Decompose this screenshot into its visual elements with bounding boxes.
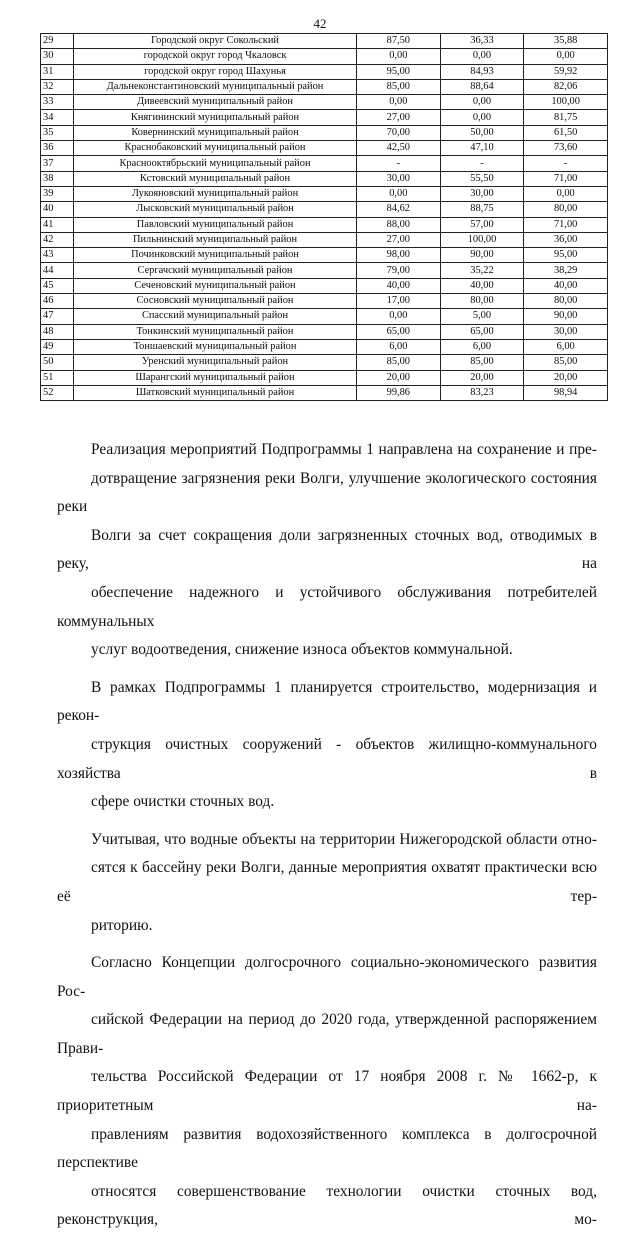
paragraph-line: сятся к бассейну реки Волги, данные мероприятия охватят практически всю её тер- — [57, 859, 597, 905]
row-number-cell: 52 — [41, 385, 74, 400]
value-3-cell: 30,00 — [524, 324, 608, 339]
value-3-cell: 38,29 — [524, 263, 608, 278]
table-row — [41, 370, 608, 385]
value-1-cell: 0,00 — [357, 49, 441, 64]
municipality-name-cell: Уренский муниципальный район — [74, 355, 357, 370]
row-number-cell: 44 — [41, 263, 74, 278]
table-row — [41, 186, 608, 201]
body-text — [57, 436, 597, 1244]
value-3-cell: 36,00 — [524, 232, 608, 247]
value-1-cell: 84,62 — [357, 202, 441, 217]
table-row — [41, 79, 608, 94]
value-2-cell: 80,00 — [440, 294, 524, 309]
value-3-cell: - — [524, 156, 608, 171]
value-2-cell: 55,50 — [440, 171, 524, 186]
value-3-cell: 71,00 — [524, 171, 608, 186]
row-number-cell: 41 — [41, 217, 74, 232]
paragraph-line: сийской Федерации на период до 2020 года, утвержденной распоряжением Прави- — [57, 1011, 597, 1057]
paragraph-line: Согласно Концепции долгосрочного социально-экономического развития Рос- — [57, 954, 597, 1000]
table-row — [41, 294, 608, 309]
municipality-name-cell: Шатковский муниципальный район — [74, 385, 357, 400]
paragraph-line: струкция очистных сооружений - объектов жилищно-коммунального хозяйства в — [57, 735, 597, 782]
row-number-cell: 38 — [41, 171, 74, 186]
table-row — [41, 95, 608, 110]
table-row — [41, 34, 608, 49]
municipality-name-cell: Краснооктябрьский муниципальный район — [74, 156, 357, 171]
value-3-cell: 80,00 — [524, 294, 608, 309]
value-3-cell: 0,00 — [524, 186, 608, 201]
row-number-cell: 37 — [41, 156, 74, 171]
table-row — [41, 324, 608, 339]
row-number-cell: 36 — [41, 141, 74, 156]
value-2-cell: 36,33 — [440, 34, 524, 49]
municipality-name-cell: Сосновский муниципальный район — [74, 294, 357, 309]
value-3-cell: 85,00 — [524, 355, 608, 370]
paragraph-line: обеспечение надежного и устойчивого обслуживания потребителей коммунальных — [57, 583, 597, 630]
municipality-name-cell: Лукояновский муниципальный район — [74, 186, 357, 201]
value-1-cell: 42,50 — [357, 141, 441, 156]
row-number-cell: 33 — [41, 95, 74, 110]
value-1-cell: 40,00 — [357, 278, 441, 293]
value-3-cell: 61,50 — [524, 125, 608, 140]
table-row — [41, 339, 608, 354]
value-3-cell: 100,00 — [524, 95, 608, 110]
table-row — [41, 355, 608, 370]
value-3-cell: 20,00 — [524, 370, 608, 385]
municipality-name-cell: Городской округ Сокольский — [74, 34, 357, 49]
municipality-name-cell: Пильнинский муниципальный район — [74, 232, 357, 247]
value-3-cell: 35,88 — [524, 34, 608, 49]
paragraph-line: сфере очистки сточных вод. — [91, 793, 275, 811]
municipality-name-cell: Спасский муниципальный район — [74, 309, 357, 324]
row-number-cell: 49 — [41, 339, 74, 354]
paragraph — [57, 949, 597, 1235]
value-1-cell: 85,00 — [357, 355, 441, 370]
table-row — [41, 248, 608, 263]
row-number-cell: 31 — [41, 64, 74, 79]
value-2-cell: 47,10 — [440, 141, 524, 156]
value-1-cell: 17,00 — [357, 294, 441, 309]
table-row — [41, 232, 608, 247]
municipality-name-cell: Павловский муниципальный район — [74, 217, 357, 232]
value-3-cell: 40,00 — [524, 278, 608, 293]
value-2-cell: 88,64 — [440, 79, 524, 94]
value-2-cell: 40,00 — [440, 278, 524, 293]
value-2-cell: 85,00 — [440, 355, 524, 370]
municipality-name-cell: Лысковский муниципальный район — [74, 202, 357, 217]
table-row — [41, 64, 608, 79]
paragraph-line: Реализация мероприятий Подпрограммы 1 направлена на сохранение и пре- — [91, 441, 597, 458]
table-row — [41, 263, 608, 278]
value-3-cell: 81,75 — [524, 110, 608, 125]
value-1-cell: 70,00 — [357, 125, 441, 140]
municipality-name-cell: Дальнеконстантиновский муниципальный район — [74, 79, 357, 94]
municipality-name-cell: Починковский муниципальный район — [74, 248, 357, 263]
value-1-cell: - — [357, 156, 441, 171]
value-3-cell: 90,00 — [524, 309, 608, 324]
row-number-cell: 46 — [41, 294, 74, 309]
municipality-name-cell: Кстовский муниципальный район — [74, 171, 357, 186]
row-number-cell: 30 — [41, 49, 74, 64]
paragraph-line: Учитывая, что водные объекты на территории Нижегородской области отно- — [91, 830, 597, 848]
row-number-cell: 42 — [41, 232, 74, 247]
value-1-cell: 65,00 — [357, 324, 441, 339]
value-2-cell: 20,00 — [440, 370, 524, 385]
value-1-cell: 85,00 — [357, 79, 441, 94]
municipality-name-cell: Краснобаковский муниципальный район — [74, 141, 357, 156]
value-1-cell: 30,00 — [357, 171, 441, 186]
value-2-cell: 50,00 — [440, 125, 524, 140]
value-1-cell: 20,00 — [357, 370, 441, 385]
paragraph-line: услуг водоотведения, снижение износа объектов коммунальной. — [91, 641, 513, 659]
paragraph-line: относятся совершенствование технологии очистки сточных вод, реконструкция, мо- — [57, 1182, 597, 1229]
value-2-cell: 90,00 — [440, 248, 524, 263]
value-1-cell: 79,00 — [357, 263, 441, 278]
value-3-cell: 80,00 — [524, 202, 608, 217]
paragraph — [57, 436, 597, 665]
municipality-name-cell: Шарангский муниципальный район — [74, 370, 357, 385]
row-number-cell: 48 — [41, 324, 74, 339]
value-1-cell: 6,00 — [357, 339, 441, 354]
value-3-cell: 82,06 — [524, 79, 608, 94]
value-2-cell: 0,00 — [440, 95, 524, 110]
value-3-cell: 73,60 — [524, 141, 608, 156]
table-row — [41, 278, 608, 293]
value-1-cell: 0,00 — [357, 186, 441, 201]
value-3-cell: 59,92 — [524, 64, 608, 79]
table-row — [41, 125, 608, 140]
municipality-name-cell: Сеченовский муниципальный район — [74, 278, 357, 293]
row-number-cell: 45 — [41, 278, 74, 293]
paragraph — [57, 674, 597, 817]
table-row — [41, 385, 608, 400]
value-3-cell: 0,00 — [524, 49, 608, 64]
paragraph-line: правлениям развития водохозяйственного комплекса в долгосрочной перспективе — [57, 1125, 597, 1172]
municipality-name-cell: Тонкинский муниципальный район — [74, 324, 357, 339]
municipality-name-cell: Ковернинский муниципальный район — [74, 125, 357, 140]
paragraph-line: тельства Российской Федерации от 17 ноября 2008 г. № 1662-р, к приоритетным на- — [57, 1068, 597, 1115]
table-row — [41, 171, 608, 186]
value-2-cell: 100,00 — [440, 232, 524, 247]
value-2-cell: 88,75 — [440, 202, 524, 217]
row-number-cell: 40 — [41, 202, 74, 217]
municipality-name-cell: Княгининский муниципальный район — [74, 110, 357, 125]
table-body — [41, 34, 608, 401]
value-3-cell: 98,94 — [524, 385, 608, 400]
row-number-cell: 43 — [41, 248, 74, 263]
value-1-cell: 0,00 — [357, 95, 441, 110]
value-3-cell: 6,00 — [524, 339, 608, 354]
paragraph — [57, 826, 597, 940]
table-row — [41, 49, 608, 64]
table-row — [41, 309, 608, 324]
value-2-cell: 35,22 — [440, 263, 524, 278]
value-2-cell: 0,00 — [440, 49, 524, 64]
value-1-cell: 95,00 — [357, 64, 441, 79]
municipality-name-cell: Дивеевский муниципальный район — [74, 95, 357, 110]
value-1-cell: 27,00 — [357, 110, 441, 125]
row-number-cell: 39 — [41, 186, 74, 201]
paragraph-line: дотвращение загрязнения реки Волги, улучшение экологического состояния реки — [57, 469, 597, 516]
value-1-cell: 98,00 — [357, 248, 441, 263]
value-2-cell: 65,00 — [440, 324, 524, 339]
value-1-cell: 87,50 — [357, 34, 441, 49]
table-row — [41, 202, 608, 217]
page-number: 42 — [313, 16, 327, 31]
value-2-cell: 84,93 — [440, 64, 524, 79]
row-number-cell: 34 — [41, 110, 74, 125]
municipality-name-cell: городской округ город Шахунья — [74, 64, 357, 79]
value-2-cell: 6,00 — [440, 339, 524, 354]
value-1-cell: 0,00 — [357, 309, 441, 324]
value-3-cell: 71,00 — [524, 217, 608, 232]
paragraph-line: риторию. — [91, 916, 153, 934]
value-2-cell: 5,00 — [440, 309, 524, 324]
paragraph-line: В рамках Подпрограммы 1 планируется строительство, модернизация и рекон- — [57, 678, 597, 725]
row-number-cell: 29 — [41, 34, 74, 49]
value-2-cell: 30,00 — [440, 186, 524, 201]
value-1-cell: 27,00 — [357, 232, 441, 247]
value-2-cell: - — [440, 156, 524, 171]
value-1-cell: 88,00 — [357, 217, 441, 232]
value-1-cell: 99,86 — [357, 385, 441, 400]
row-number-cell: 47 — [41, 309, 74, 324]
municipal-indicators-table — [40, 33, 608, 401]
value-3-cell: 95,00 — [524, 248, 608, 263]
value-2-cell: 0,00 — [440, 110, 524, 125]
table-row — [41, 141, 608, 156]
table-row — [41, 110, 608, 125]
row-number-cell: 50 — [41, 355, 74, 370]
row-number-cell: 35 — [41, 125, 74, 140]
value-2-cell: 83,23 — [440, 385, 524, 400]
municipality-name-cell: Тоншаевский муниципальный район — [74, 339, 357, 354]
value-2-cell: 57,00 — [440, 217, 524, 232]
table-row — [41, 217, 608, 232]
paragraph-line: Волги за счет сокращения доли загрязненных сточных вод, отводимых в реку, на — [57, 526, 597, 573]
row-number-cell: 51 — [41, 370, 74, 385]
row-number-cell: 32 — [41, 79, 74, 94]
table-row — [41, 156, 608, 171]
municipality-name-cell: Сергачский муниципальный район — [74, 263, 357, 278]
municipality-name-cell: городской округ город Чкаловск — [74, 49, 357, 64]
